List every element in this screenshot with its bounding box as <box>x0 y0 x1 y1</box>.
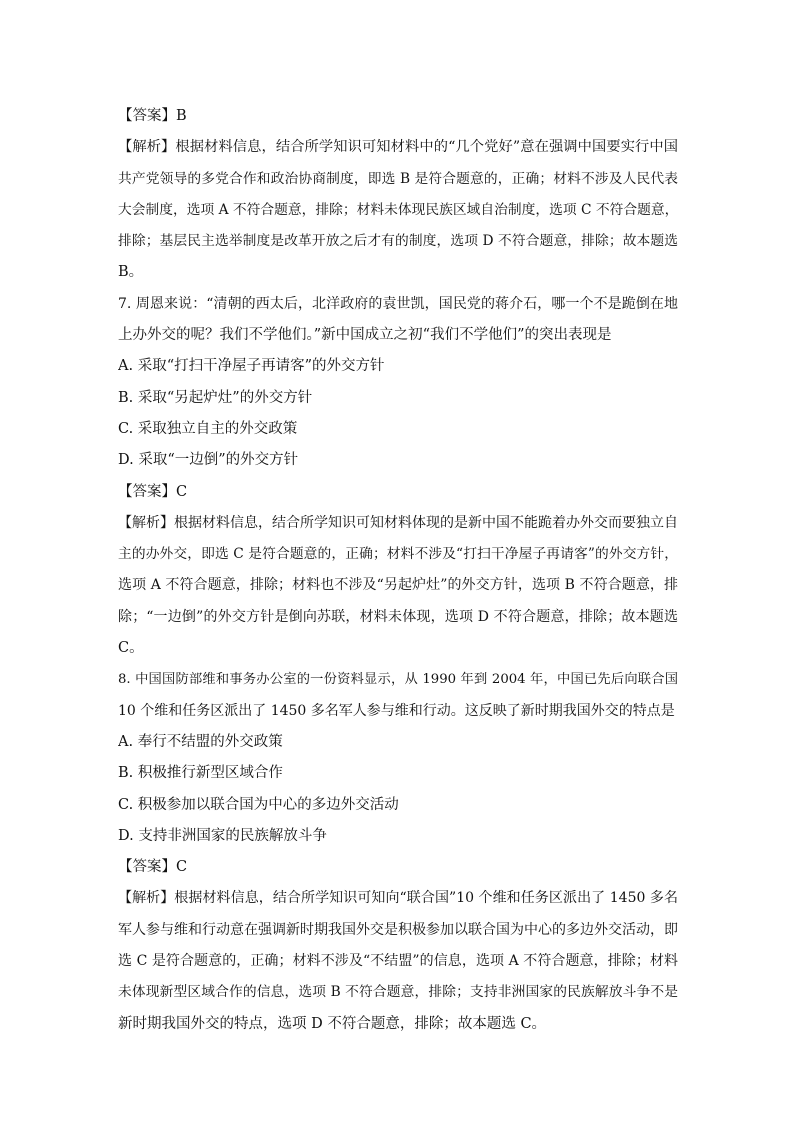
answer-label-q6: 【答案】B <box>118 108 187 124</box>
analysis-text-line: 【解析】根据材料信息，结合所学知识可知向“联合国”10 个维和任务区派出了 1450 多名 <box>118 890 678 907</box>
analysis-text-line: 未体现新型区域合作的信息，选项 B 不符合题意，排除；支持非洲国家的民族解放斗争不是 <box>118 984 678 1001</box>
question-7-option-a: A. 采取“打扫干净屋子再请客”的外交方针 <box>118 358 385 375</box>
analysis-text-line: 除；“一边倒”的外交方针是倒向苏联，材料未体现，选项 D 不符合题意，排除；故本题选 <box>118 608 678 625</box>
question-8-option-d: D. 支持非洲国家的民族解放斗争 <box>118 827 327 844</box>
analysis-text-line: 新时期我国外交的特点，选项 D 不符合题意，排除；故本题选 C。 <box>118 1015 547 1032</box>
document-body <box>118 101 678 1040</box>
analysis-text-line: 军人参与维和行动意在强调新时期我国外交是积极参加以联合国为中心的多边外交活动，即 <box>118 921 678 938</box>
answer-label-q7: 【答案】C <box>118 483 188 500</box>
analysis-text-line: 排除；基层民主选举制度是改革开放之后才有的制度，选项 D 不符合题意，排除；故本题选 <box>118 233 678 250</box>
question-8-option-b: B. 积极推行新型区域合作 <box>118 765 283 782</box>
question-8-option-a: A. 奉行不结盟的外交政策 <box>118 733 283 750</box>
analysis-text-line: C。 <box>118 640 144 657</box>
analysis-text-line: 大会制度，选项 A 不符合题意，排除；材料未体现民族区域自治制度，选项 C 不符合题意， <box>118 201 678 218</box>
analysis-text-line: 共产党领导的多党合作和政治协商制度，即选 B 是符合题意的，正确；材料不涉及人民代表 <box>118 170 678 187</box>
question-7-option-c: C. 采取独立自主的外交政策 <box>118 420 298 437</box>
analysis-text-line: B。 <box>118 264 144 281</box>
question-7-stem: 上办外交的呢？我们不学他们。”新中国成立之初“我们不学他们”的突出表现是 <box>118 327 612 344</box>
question-8-stem: 10 个维和任务区派出了 1450 多名军人参与维和行动。这反映了新时期我国外交的特点是 <box>118 702 675 719</box>
question-7-option-d: D. 采取“一边倒”的外交方针 <box>118 452 299 469</box>
analysis-text-line: 【解析】根据材料信息，结合所学知识可知材料中的“几个党好”意在强调中国要实行中国 <box>118 139 678 156</box>
question-7-option-b: B. 采取“另起炉灶”的外交方针 <box>118 389 313 406</box>
analysis-text-line: 选项 A 不符合题意，排除；材料也不涉及“另起炉灶”的外交方针，选项 B 不符合题意，排 <box>118 577 678 594</box>
question-7-stem: 7. 周恩来说：“清朝的西太后，北洋政府的袁世凯，国民党的蒋介石，哪一个不是跪倒在地 <box>118 295 678 312</box>
question-8-option-c: C. 积极参加以联合国为中心的多边外交活动 <box>118 796 399 813</box>
analysis-text-line: 主的办外交，即选 C 是符合题意的，正确；材料不涉及“打扫干净屋子再请客”的外交方针， <box>118 546 678 563</box>
analysis-text-line: 【解析】根据材料信息，结合所学知识可知材料体现的是新中国不能跪着办外交而要独立自 <box>118 514 678 531</box>
question-8-stem: 8. 中国国防部维和事务办公室的一份资料显示，从 1990 年到 2004 年，中国已先后向联合国 <box>118 672 678 688</box>
analysis-text-line: 选 C 是符合题意的，正确；材料不涉及“不结盟”的信息，选项 A 不符合题意，排除；材料 <box>118 953 678 970</box>
answer-label-q8: 【答案】C <box>118 859 188 876</box>
